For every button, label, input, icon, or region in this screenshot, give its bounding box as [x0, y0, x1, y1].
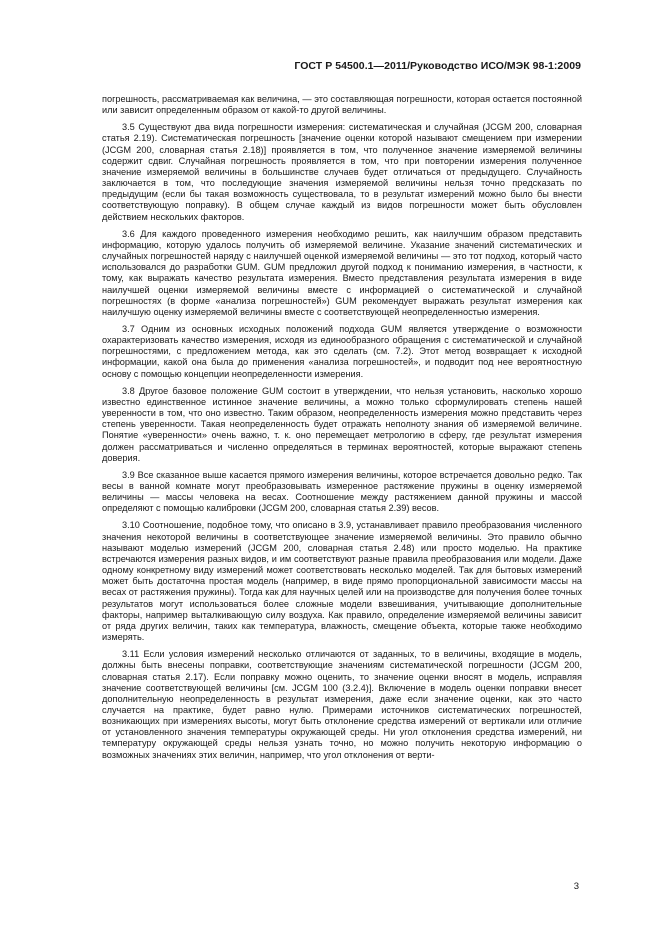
paragraph-3-7: 3.7 Одним из основных исходных положений подхода GUM является утверждение о возможности охарактеризовать качество измерения, исходя из единообразного обращения с систематической и случайной погрешностями, с предложением метода, как это сделать (см. 7.2). Этот метод возвращает к исходной информации, какой она была до применения «анализа погрешностей», и подводит под нее вероятностную основу с помощью концепции неопределенности измерения. [102, 323, 582, 379]
paragraph-3-9: 3.9 Все сказанное выше касается прямого измерения величины, которое встречается довольно редко. Так весы в ванной комнате могут преобразовывать измеренное растяжение пружины в оценку измеряемой величины — массы человека на весах. Соотношение между растяжением данной пружины и массой определяют с помощью калибровки (JCGM 200, словарная статья 2.39) весов. [102, 469, 582, 514]
paragraph-3-10: 3.10 Соотношение, подобное тому, что описано в 3.9, устанавливает правило преобразования численного значения некоторой величины в соответствующее значение измеряемой величины. Это правило обычно называют моделью измерений (JCGM 200, словарная статья 2.48) или просто моделью. На практике встречаются измерения разных видов, и им соответствуют разные правила преобразования или модели. Даже одному конкретному виду измерений может соответствовать несколько моделей. Так для бытовых измерений может быть достаточна простая модель (например, в виде прямо пропорциональной зависимости массы на весах от растяжения пружины). Тогда как для научных целей или на производстве для получения более точных результатов могут использоваться более сложные модели взвешивания, учитывающие дополнительные факторы, например выталкивающую силу воздуха. Как правило, определение измеряемой величины зависит от ряда других величин, таких как температура, влажность, смещение объекта, которые также необходимо измерять. [102, 520, 582, 643]
page-number: 3 [573, 881, 579, 892]
paragraph-3-8: 3.8 Другое базовое положение GUM состоит в утверждении, что нельзя установить, насколько хорошо известно единственное истинное значение величины, а можно только сформулировать степень нашей уверенности в том, что оно известно. Таким образом, неопределенность измерения можно представить через степень уверенности. Такая неопределенность будет отражать неполноту знания об измеряемой величине. Понятие «уверенности» очень важно, т. к. оно перемещает метрологию в сферу, где результат измерения должен рассматриваться и численно определяться в терминах вероятностей, которые выражают степень доверия. [102, 385, 582, 463]
document-header-title: ГОСТ Р 54500.1—2011/Руководство ИСО/МЭК 98-1:2009 [294, 60, 581, 72]
document-body [102, 94, 582, 761]
paragraph-3-6: 3.6 Для каждого проведенного измерения необходимо решить, как наилучшим образом представить информацию, которую удалось получить об измеряемой величине. Указание значений систематических и случайных погрешностей наряду с наилучшей оценкой измеряемой величины — это тот подход, который часто использовался до разработки GUM. GUM предложил другой подход к пониманию измерения, в частности, к тому, как выражать качество результата измерения. Вместо представления результата измерения в виде наилучшей оценки измеряемой величины вместе с информацией о систематической и случайной погрешностях (в форме «анализа погрешностей») GUM рекомендует выражать результат измерения как наилучшую оценку измеряемой величины вместе с соответствующей неопределенностью измерения. [102, 228, 582, 317]
paragraph-3-11: 3.11 Если условия измерений несколько отличаются от заданных, то в величины, входящие в модель, должны быть внесены поправки, соответствующие значениям систематической погрешности (JCGM 200, словарная статья 2.17). Если поправку можно оценить, то значение оценки вносят в модель, исправляя значение соответствующей величины [см. JCGM 100 (3.2.4)]. Включение в модель оценки поправки внесет дополнительную неопределенность в результат измерения, даже если значение оценки, как это часто случается на практике, будет равно нулю. Примерами источников систематических погрешностей, возникающих при измерениях высоты, могут быть отклонение средства измерений от вертикали или отличие от установленного значения температуры окружающей среды. Ни угол отклонения средства измерений, ни температуру окружающей среды нельзя узнать точно, но можно получить некоторую информацию о возможных значениях этих величин, например, что угол отклонения от верти- [102, 649, 582, 760]
paragraph-3-5: 3.5 Существуют два вида погрешности измерения: систематическая и случайная (JCGM 200, словарная статья 2.19). Систематическая погрешность [значение оценки которой называют смещением при измерении (JCGM 200, словарная статья 2.18)] проявляется в том, что полученное значение измеряемой величины содержит сдвиг. Случайная погрешность проявляется в том, что при повторении измерения полученное значение измеряемой величины в большинстве случаев будет отличаться от предыдущего. Случайность заключается в том, что последующие значения измеряемой величины нельзя точно предсказать по предыдущим (если бы такая возможность существовала, то в результат измерений можно было бы внести соответствующую поправку). В общем случае каждый из видов погрешности может быть обусловлен действием нескольких факторов. [102, 122, 582, 222]
paragraph-continuation: погрешность, рассматриваемая как величина, — это составляющая погрешности, которая остается постоянной или зависит определенным образом от какой-то другой величины. [102, 94, 582, 116]
